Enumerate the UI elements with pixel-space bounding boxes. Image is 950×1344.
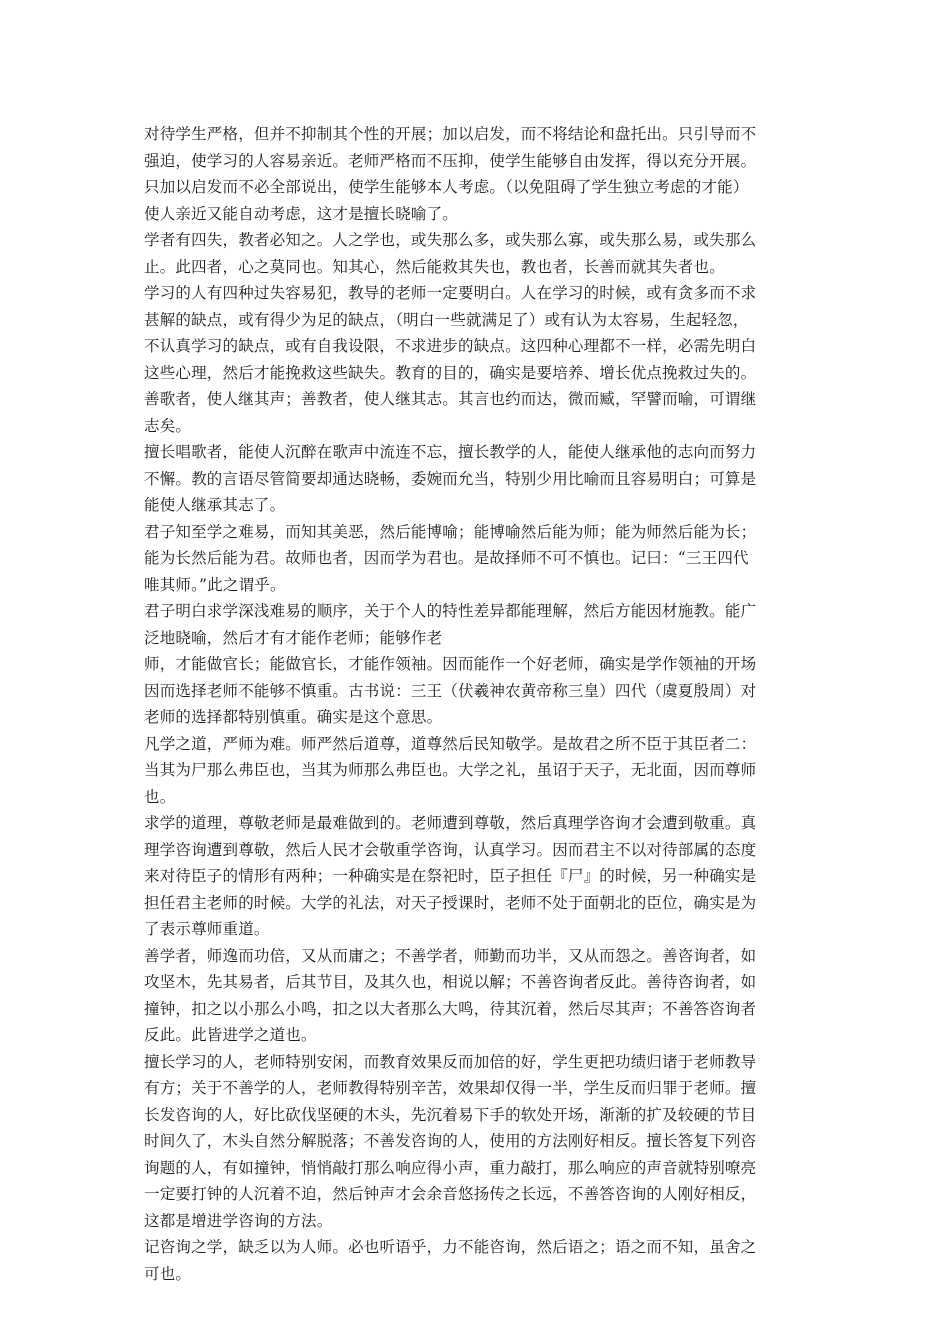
text-line: 理学咨询遭到尊敬，然后人民才会敬重学咨询，认真学习。因而君主不以对待部属的态度 [144, 840, 757, 859]
text-line: 反此。此皆进学之道也。 [144, 1026, 317, 1044]
text-line: 不认真学习的缺点，或有自我设限，不求进步的缺点。这四种心理都不一样，必需先明白 [144, 337, 757, 355]
text-line: 这都是增进学咨询的方法。 [144, 1211, 333, 1230]
text-line: 当其为尸那么弗臣也，当其为师那么弗臣也。大学之礼，虽诏于天子，无北面，因而尊师 [144, 761, 757, 779]
text-line: 因而选择老师不能够不慎重。古书说：三王（伏羲神农黄帝称三皇）四代（虞夏殷周）对 [144, 681, 757, 700]
text-line: 唯其师。”此之谓乎。 [144, 575, 286, 594]
document-body [144, 121, 809, 1287]
text-line: 甚解的缺点，或有得少为足的缺点，（明白一些就满足了）或有认为太容易，生起轻忽， [144, 310, 749, 329]
text-line: 止。此四者，心之莫同也。知其心，然后能救其失也，教也者，长善而就其失者也。 [144, 257, 725, 276]
text-line: 能使人继承其志了。 [144, 496, 286, 514]
text-line: 担任君主老师的时候。大学的礼法，对天子授课时，老师不处于面朝北的臣位，确实是为 [144, 893, 757, 912]
text-line: 不懈。教的言语尽管简要却通达晓畅，委婉而允当，特别少用比喻而且容易明白；可算是 [144, 469, 757, 488]
text-line: 这些心理，然后才能挽救这些缺失。教育的目的，确实是要培养、增长优点挽救过失的。 [144, 363, 757, 382]
text-line: 询题的人，有如撞钟，悄悄敲打那么响应得小声，重力敲打，那么响应的声音就特别嘹亮 [144, 1158, 757, 1177]
text-line: 了表示尊师重道。 [144, 920, 270, 938]
text-line: 撞钟，扣之以小那么小鸣，扣之以大者那么大鸣，待其沉着，然后尽其声；不善答咨询者 [144, 999, 757, 1018]
text-line: 有方；关于不善学的人，老师教得特别辛苦，效果却仅得一半，学生反而归罪于老师。擅 [144, 1079, 757, 1097]
text-line: 擅长唱歌者，能使人沉醉在歌声中流连不忘，擅长教学的人，能使人继承他的志向而努力 [144, 443, 757, 461]
text-line: 强迫，使学习的人容易亲近。老师严格而不压抑，使学生能够自由发挥，得以充分开展。 [144, 151, 757, 170]
text-line: 长发咨询的人，好比砍伐坚硬的木头，先沉着易下手的软处开场，渐渐的扩及较硬的节目 [144, 1105, 757, 1124]
text-line: 师，才能做官长；能做官长，才能作领袖。因而能作一个好老师，确实是学作领袖的开场 [144, 655, 757, 673]
text-line: 来对待臣子的情形有两种；一种确实是在祭祀时，臣子担任『尸』的时候，另一种确实是 [144, 867, 757, 885]
text-line: 只加以启发而不必全部说出，使学生能够本人考虑。（以免阻碍了学生独立考虑的才能） [144, 178, 749, 196]
text-line: 能为长然后能为君。故师也者，因而学为君也。是故择师不可不慎也。记曰：“三王四代 [144, 549, 749, 567]
text-line: 善学者，师逸而功倍，又从而庸之；不善学者，师勤而功半，又从而怨之。善咨询者，如 [144, 946, 757, 965]
text-line: 志矣。 [144, 416, 192, 435]
text-line: 记咨询之学，缺乏以为人师。必也听语乎，力不能咨询，然后语之；语之而不知，虽舍之 [144, 1238, 757, 1256]
text-line: 对待学生严格，但并不抑制其个性的开展；加以启发，而不将结论和盘托出。只引导而不 [144, 125, 757, 143]
text-line: 攻坚木，先其易者，后其节目，及其久也，相说以解；不善咨询者反此。善待咨询者，如 [144, 973, 757, 991]
text-line: 学者有四失，教者必知之。人之学也，或失那么多，或失那么寡，或失那么易，或失那么 [144, 231, 757, 249]
text-line: 君子明白求学深浅难易的顺序，关于个人的特性差异都能理解，然后方能因材施教。能广 [144, 602, 757, 620]
text-line: 凡学之道，严师为难。师严然后道尊，道尊然后民知敬学。是故君之所不臣于其臣者二： [144, 734, 757, 753]
text-line: 也。 [144, 787, 176, 806]
text-line: 老师的选择都特别慎重。确实是这个意思。 [144, 708, 443, 726]
text-line: 使人亲近又能自动考虑，这才是擅长晓喻了。 [144, 204, 459, 223]
text-line: 学习的人有四种过失容易犯，教导的老师一定要明白。人在学习的时候，或有贪多而不求 [144, 284, 757, 302]
text-line: 可也。 [144, 1264, 192, 1283]
text-line: 时间久了，木头自然分解脱落；不善发咨询的人，使用的方法刚好相反。擅长答复下列咨 [144, 1132, 757, 1150]
text-line: 泛地晓喻，然后才有才能作老师；能够作老 [144, 628, 443, 647]
text-line: 一定要打钟的人沉着不迫，然后钟声才会余音悠扬传之长远，不善答咨询的人刚好相反， [144, 1185, 757, 1203]
text-line: 擅长学习的人，老师特别安闲，而教育效果反而加倍的好，学生更把功绩归诸于老师教导 [144, 1052, 757, 1071]
text-line: 求学的道理，尊敬老师是最难做到的。老师遭到尊敬，然后真理学咨询才会遭到敬重。真 [144, 814, 757, 832]
text-line: 善歌者，使人继其声；善教者，使人继其志。其言也约而达，微而臧，罕譬而喻，可谓继 [144, 390, 757, 408]
text-line: 君子知至学之难易，而知其美恶，然后能博喻；能博喻然后能为师；能为师然后能为长； [144, 522, 757, 541]
